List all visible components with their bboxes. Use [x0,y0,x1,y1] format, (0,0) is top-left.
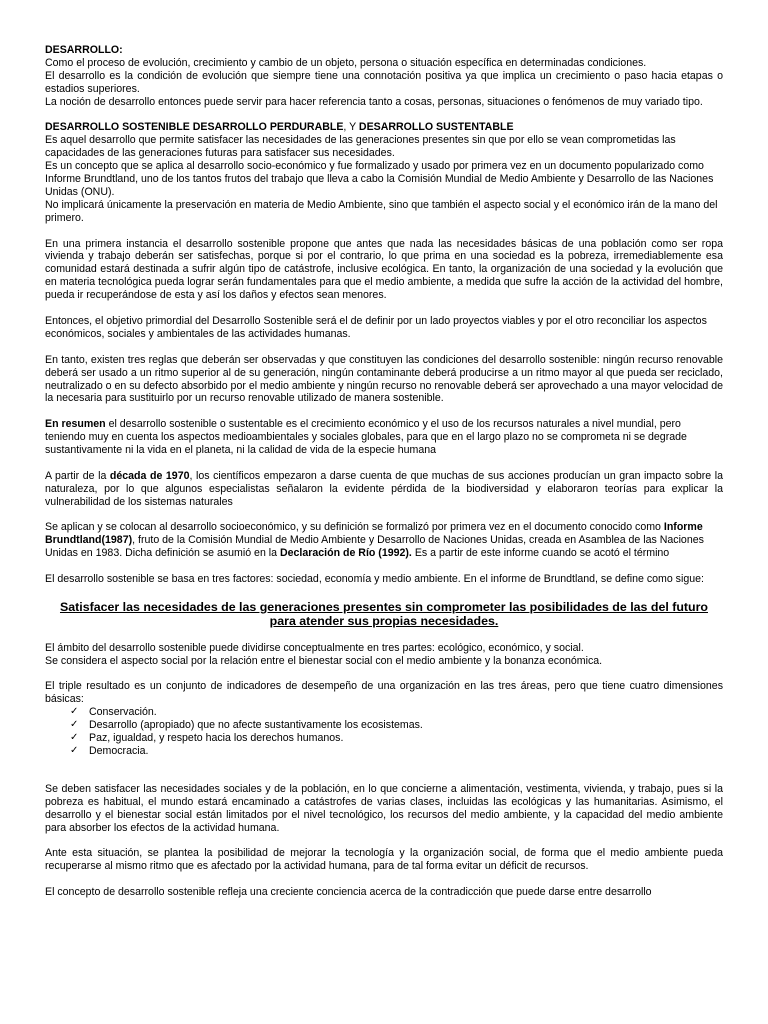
paragraph-line: La noción de desarrollo entonces puede servir para hacer referencia tanto a cosas, personas, situaciones o fenómenos de muy variado tipo. [45,95,703,108]
list-item: ✓ Conservación. [70,706,157,719]
paragraph-primera-instancia: En una primera instancia el desarrollo sostenible propone que antes que nada las necesidades básicas de una población como ser ropa vivienda y trabajo deberán ser satisfechas, porque si por el contrario, lo que prima en una sociedad es la pobreza, irremediablemente esa comunidad estará destinada a sufrir algún tipo de catástrofe, inclusive ecológica. En tanto, la organización de una sociedad y la evolución que en materia tecnológica pueda lograr serán fundamentales para que el medio ambiente, a medida que sufre la acción de la actividad del hombre, pueda ir recuperándose de esta y así los daños y efectos sean menores. [45,237,723,302]
list-item: ✓ Paz, igualdad, y respeto hacia los derechos humanos. [70,732,344,745]
paragraph-line: Se considera el aspecto social por la relación entre el bienestar social con el medio ambiente y la bonanza económica. [45,654,603,667]
check-icon: ✓ [70,732,79,744]
check-icon: ✓ [70,719,79,731]
paragraph-line: No implicará únicamente la preservación en materia de Medio Ambiente, sino que también el aspecto social y el económico irán de la mano del primero. [45,198,718,224]
paragraph-line: Es un concepto que se aplica al desarrollo socio-económico y fue formalizado y usado por primera vez en un documento popularizado como Informe Brundtland, uno de los tantos frutos del trabajo que lleva a cabo la Comisión Mundial de Medio Ambiente y Desarrollo de las Naciones Unidas (ONU). [45,160,714,198]
dimensions-list [45,706,723,758]
brundtland-quote: Satisfacer las necesidades de las generaciones presentes sin comprometer las posibilidades de las del futuro para atender sus propias necesidades. [59,599,708,629]
paragraph-triple-resultado: El triple resultado es un conjunto de indicadores de desempeño de una organización en las tres áreas, pero que tiene cuatro dimensiones básicas: [45,680,723,706]
paragraph-necesidades: Se deben satisfacer las necesidades sociales y de la población, en lo que concierne a alimentación, vestimenta, vivienda, y trabajo, pues si la pobreza es habitual, el mundo estará encaminado a catástrofes de varias clases, incluidas las ecológicas y las humanitarias. Asimismo, el desarrollo y el bienestar social están limitados por el nivel tecnológico, los recursos del medio ambiente, y la capacidad del medio ambiente para absorber los efectos de la actividad humana. [45,782,723,834]
paragraph-concepto: El concepto de desarrollo sostenible refleja una creciente conciencia acerca de la contradicción que puede darse entre desarrollo [45,886,652,899]
check-icon: ✓ [70,706,79,718]
paragraph-line: Es aquel desarrollo que permite satisfacer las necesidades de las generaciones presentes sin que por ello se vean comprometidas las capacidades de las generaciones futuras para satisfacer sus necesidades. [45,134,676,160]
list-item: ✓ Democracia. [70,744,149,757]
list-item: ✓ Desarrollo (apropiado) que no afecte sustantivamente los ecosistemas. [70,719,423,732]
section-title-desarrollo: DESARROLLO: [45,44,123,56]
paragraph-line: Como el proceso de evolución, crecimiento y cambio de un objeto, persona o situación específica en determinadas condiciones. [45,56,647,69]
paragraph-line: El desarrollo es la condición de evolución que siempre tiene una connotación positiva ya que implica un crecimiento o paso hacia etapas o estadios superiores. [45,69,723,95]
paragraph-reglas: En tanto, existen tres reglas que deberán ser observadas y que constituyen las condiciones del desarrollo sostenible: ningún recurso renovable deberá ser usado a un ritmo superior al de su generación, ningún contaminante deberá producirse a un ritmo mayor al que pueda ser reciclado, neutralizado o en su defecto absorbido por el medio ambiente y ningún recurso no renovable deberá ser aprovechado a una mayor velocidad de la necesaria para sustituirlo por un recurso renovable utilizado de manera sostenible. [45,353,723,405]
section-title-desarrollo-sostenible: DESARROLLO SOSTENIBLE DESARROLLO PERDURABLE, Y DESARROLLO SUSTENTABLE [45,121,514,134]
paragraph-situacion: Ante esta situación, se plantea la posibilidad de mejorar la tecnología y la organización social, de forma que el medio ambiente pueda recuperarse al mismo ritmo que es afectado por la actividad humana, para de tal forma evitar un déficit de recursos. [45,847,723,873]
paragraph-factores: El desarrollo sostenible se basa en tres factores: sociedad, economía y medio ambiente. En el informe de Brundtland, se define como sigue: [45,573,704,586]
paragraph-aplican: Se aplican y se colocan al desarrollo socioeconómico, y su definición se formalizó por primera vez en el documento conocido como Informe Brundtland(1987), fruto de la Comisión Mundial de Medio Ambiente y Desarrollo de Naciones Unidas, creada en Asamblea de las Naciones Unidas en 1983. Dicha definición se asumió en la Declaración de Río (1992). Es a partir de este informe cuando se acotó el término [45,521,704,560]
paragraph-decada: A partir de la década de 1970, los científicos empezaron a darse cuenta de que muchas de sus acciones producían un gran impacto sobre la naturaleza, por lo que algunos especialistas señalaron la evidente pérdida de la biodiversidad y elaboraron teorías para explicar la vulnerabilidad de los sistemas naturales [45,469,724,508]
paragraph-line: El ámbito del desarrollo sostenible puede dividirse conceptualmente en tres partes: ecológico, económico, y social. [45,641,584,654]
paragraph-objetivo: Entonces, el objetivo primordial del Desarrollo Sostenible será el de definir por un lado proyectos viables y por el otro reconciliar los aspectos económicos, sociales y ambientales de las actividades humanas. [45,314,707,340]
paragraph-resumen: En resumen el desarrollo sostenible o sustentable es el crecimiento económico y el uso de los recursos naturales a nivel mundial, pero teniendo muy en cuenta los aspectos medioambientales y sociales globales, para que en el largo plazo no se comprometa ni se degrade sustantivamente ni la vida en el planeta, ni la calidad de vida de la especie humana [45,418,687,457]
document-body [45,44,723,899]
check-icon: ✓ [70,744,79,756]
